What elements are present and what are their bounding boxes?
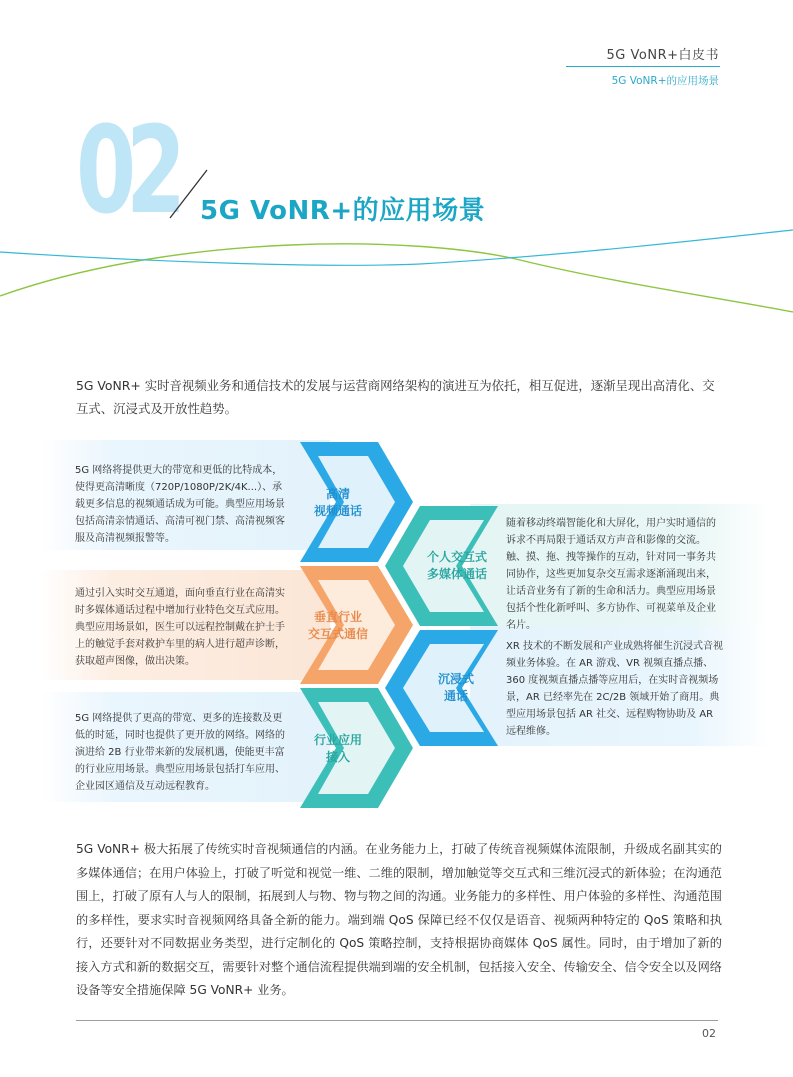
industry-description: 5G 网络提供了更高的带宽、更多的连接数及更低的时延，同时也提供了更开放的网络。网络的演进给 2B 行业带来新的发展机遇，使能更丰富的行业应用场景。典型应用场景包括打车应用、企业园区通信及互动远程教育。	[75, 713, 285, 792]
page-number: 02	[702, 1027, 716, 1040]
hd-video-label: 高清 视频通话	[313, 487, 362, 518]
vertical-description: 通过引入实时交互通道，面向垂直行业在高清实时多媒体通话过程中增加行业特色交互式应用。典型应用场景如，医生可以远程控制戴在护士手上的触觉手套对救护车里的病人进行超声诊断，获取超声图像，做出决策。	[75, 588, 285, 667]
footer-divider	[76, 1020, 718, 1021]
interactive-description: 随着移动终端智能化和大屏化，用户实时通信的诉求不再局限于通话双方声音和影像的交流。触、摸、拖、拽等操作的互动，针对同一事务共同协作，这些更加复杂交互需求逐渐涌现出来，让话音业务有了新的生命和活力。典型应用场景包括个性化新呼叫、多方协作、可视菜单及企业名片。	[506, 518, 716, 631]
green-wave-line	[0, 244, 793, 312]
immersive-label: 沉浸式 通话	[437, 672, 474, 703]
blue-wave-line	[0, 230, 793, 265]
immersive-description: XR 技术的不断发展和产业成熟将催生沉浸式音视频业务体验。在 AR 游戏、VR 视频直播点播、360 度视频直播点播等应用后，在实时音视频场景，AR 已经率先在 2C/2B 领域开始了商用。典型应用场景包括 AR 社交、远程购物协助及 AR 远程维修。	[506, 641, 723, 737]
chapter-number: 02	[76, 102, 177, 241]
chapter-title: 5G VoNR+的应用场景	[200, 196, 486, 226]
vertical-label: 垂直行业 交互式通信	[307, 610, 368, 641]
section-title: 5G VoNR+的应用场景	[611, 75, 719, 87]
body-paragraph: 5G VoNR+ 极大拓展了传统实时音视频通信的内涵。在业务能力上，打破了传统音视频媒体流限制，升级成名副其实的多媒体通信；在用户体验上，打破了听觉和视觉一维、二维的限制，增加触觉等交互式和三维沉浸式的新体验；在沟通范围上，打破了原有人与人的限制，拓展到人与物、物与物之间的沟通。业务能力的多样性、用户体验的多样性、沟通范围的多样性，要求实时音视频网络具备全新的能力。端到端 QoS 保障已经不仅仅是语音、视频两种特定的 QoS 策略和执行，还要针对不同数据业务类型，进行定制化的 QoS 策略控制，支持根据协商媒体 QoS 属性。同时，由于增加了新的接入方式和新的数据交互，需要针对整个通信流程提供端到端的安全机制，包括接入安全、传输安全、信令安全以及网络设备等安全措施保障 5G VoNR+ 业务。	[76, 842, 722, 997]
industry-label: 行业应用 接入	[313, 733, 362, 764]
hd-video-description: 5G 网络将提供更大的带宽和更低的比特成本，使得更高清晰度（720P/1080P/2K/4K...）、承载更多信息的视频通话成为可能。典型应用场景包括高清亲情通话、高清可视门禁、高清视频客服及高清视频报警等。	[75, 465, 285, 544]
intro-paragraph: 5G VoNR+ 实时音视频业务和通信技术的发展与运营商网络架构的演进互为依托，相互促进，逐渐呈现出高清化、交互式、沉浸式及开放性趋势。	[76, 378, 715, 416]
chapter-decor	[0, 0, 793, 340]
interactive-label: 个人交互式 多媒体通话	[426, 550, 487, 581]
document-title: 5G VoNR+白皮书	[606, 48, 719, 63]
